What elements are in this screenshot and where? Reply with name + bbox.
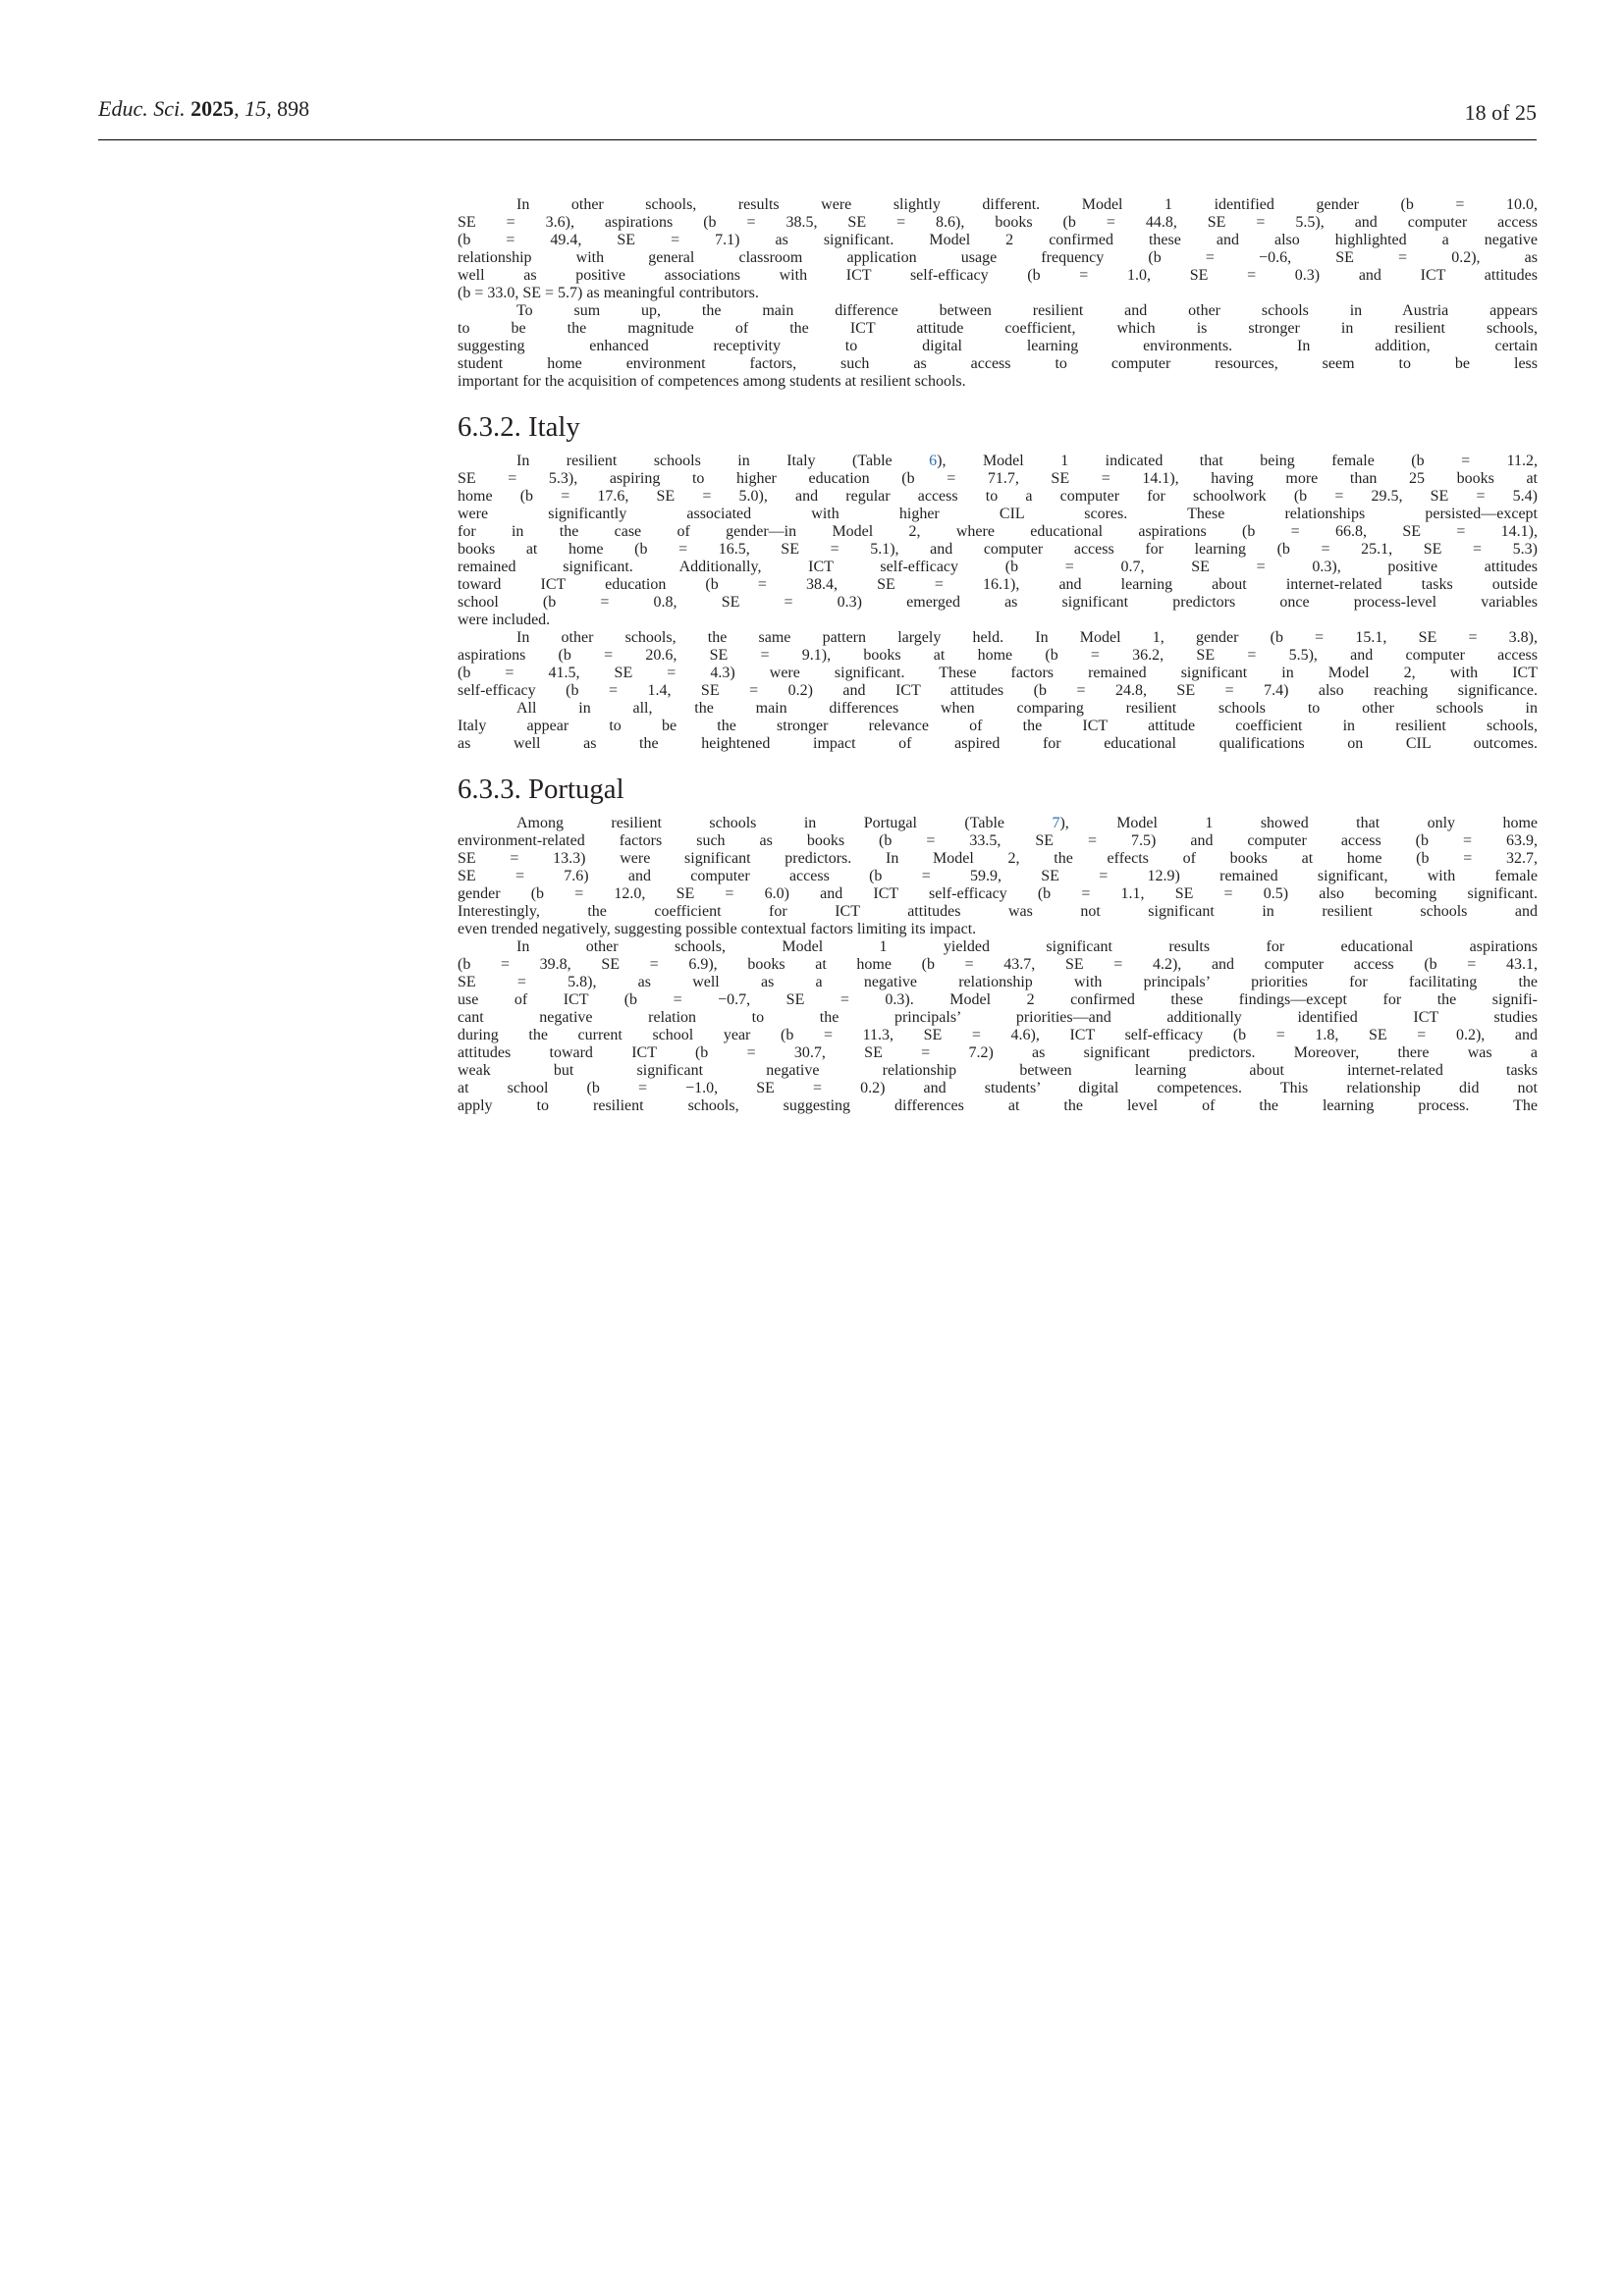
text-line: as well as the heightened impact of aspired for educational qualifications on CIL outcomes. <box>458 735 1538 753</box>
text-line: suggesting enhanced receptivity to digital learning environments. In addition, certain <box>458 338 1538 354</box>
text-line: were included. <box>458 612 551 629</box>
text-line: (b = 33.0, SE = 5.7) as meaningful contributors. <box>458 285 759 301</box>
text-line: gender (b = 12.0, SE = 6.0) and ICT self-efficacy (b = 1.1, SE = 0.5) also becoming significant. <box>458 885 1538 903</box>
text-line: aspirations (b = 20.6, SE = 9.1), books at home (b = 36.2, SE = 5.5), and computer access <box>458 647 1538 665</box>
text-line: remained significant. Additionally, ICT self-efficacy (b = 0.7, SE = 0.3), positive attitudes <box>458 559 1538 576</box>
paragraph-austria-other <box>458 196 1538 302</box>
text-segment: ), Model 1 showed that only home <box>1059 815 1539 832</box>
text-line: (b = 41.5, SE = 4.3) were significant. These factors remained significant in Model 2, with ICT <box>458 665 1538 682</box>
paragraph-italy-summary <box>458 700 1538 753</box>
paragraph-portugal-other <box>458 938 1538 1115</box>
text-line: relationship with general classroom application usage frequency (b = −0.6, SE = 0.2), as <box>458 249 1538 266</box>
paragraph-austria-summary <box>458 302 1538 391</box>
text-line: home (b = 17.6, SE = 5.0), and regular access to a computer for schoolwork (b = 29.5, SE = 5.4) <box>458 488 1538 506</box>
text-line: at school (b = −1.0, SE = 0.2) and students’ digital competences. This relationship did not <box>458 1080 1538 1097</box>
paragraph-italy-other <box>458 629 1538 700</box>
text-line: during the current school year (b = 11.3, SE = 4.6), ICT self-efficacy (b = 1.8, SE = 0.2), and <box>458 1027 1538 1044</box>
subsection-heading-portugal: 6.3.3. Portugal <box>458 774 624 806</box>
text-line: attitudes toward ICT (b = 30.7, SE = 7.2) as significant predictors. Moreover, there was a <box>458 1044 1538 1062</box>
text-line: (b = 49.4, SE = 7.1) as significant. Model 2 confirmed these and also highlighted a negative <box>458 232 1538 248</box>
text-line: well as positive associations with ICT self-efficacy (b = 1.0, SE = 0.3) and ICT attitudes <box>458 267 1538 284</box>
text-line: student home environment factors, such as access to computer resources, seem to be less <box>458 355 1538 372</box>
journal-volume: 15 <box>244 96 267 121</box>
table-6-link[interactable]: 6 <box>929 453 938 470</box>
text-line <box>458 453 1538 470</box>
text-segment: In resilient schools in Italy (Table <box>516 453 930 470</box>
text-line: apply to resilient schools, suggesting differences at the level of the learning process. The <box>458 1097 1538 1115</box>
paragraph-italy-resilient <box>458 453 1538 629</box>
text-line: Interestingly, the coefficient for ICT attitudes was not significant in resilient schools and <box>458 903 1538 921</box>
text-line: school (b = 0.8, SE = 0.3) emerged as significant predictors once process-level variables <box>458 594 1538 612</box>
text-line: SE = 5.3), aspiring to higher education (b = 71.7, SE = 14.1), having more than 25 books at <box>458 470 1538 488</box>
text-line: to be the magnitude of the ICT attitude coefficient, which is stronger in resilient schools, <box>458 320 1538 337</box>
text-line: weak but significant negative relationship between learning about internet-related tasks <box>458 1062 1538 1080</box>
text-line: environment-related factors such as books (b = 33.5, SE = 7.5) and computer access (b = 63.9, <box>458 832 1538 850</box>
text-line: books at home (b = 16.5, SE = 5.1), and computer access for learning (b = 25.1, SE = 5.3) <box>458 541 1538 559</box>
subsection-heading-italy: 6.3.2. Italy <box>458 411 580 443</box>
text-line: self-efficacy (b = 1.4, SE = 0.2) and ICT attitudes (b = 24.8, SE = 7.4) also reaching significance. <box>458 682 1538 700</box>
text-line: All in all, the main differences when comparing resilient schools to other schools in <box>516 700 1538 718</box>
running-header <box>98 90 1537 140</box>
text-line: important for the acquisition of competences among students at resilient schools. <box>458 373 966 390</box>
journal-name: Educ. Sci. <box>98 96 186 121</box>
text-line: cant negative relation to the principals’ priorities—and additionally identified ICT studies <box>458 1009 1538 1027</box>
text-line: use of ICT (b = −0.7, SE = 0.3). Model 2 confirmed these findings—except for the signifi- <box>458 991 1538 1009</box>
table-7-link[interactable]: 7 <box>1052 815 1060 832</box>
text-segment: Among resilient schools in Portugal (Table <box>516 815 1053 832</box>
body-text <box>458 196 1538 1115</box>
journal-year: 2025 <box>190 96 235 121</box>
text-line: (b = 39.8, SE = 6.9), books at home (b = 43.7, SE = 4.2), and computer access (b = 43.1, <box>458 956 1538 974</box>
text-line: In other schools, results were slightly different. Model 1 identified gender (b = 10.0, <box>516 196 1538 213</box>
page-number: 18 of 25 <box>1464 100 1537 125</box>
text-line: even trended negatively, suggesting possible contextual factors limiting its impact. <box>458 921 977 938</box>
text-line: Italy appear to be the stronger relevance of the ICT attitude coefficient in resilient schools, <box>458 718 1538 735</box>
text-line: SE = 7.6) and computer access (b = 59.9, SE = 12.9) remained significant, with female <box>458 868 1538 885</box>
text-line: SE = 5.8), as well as a negative relationship with principals’ priorities for facilitating the <box>458 974 1538 991</box>
text-line: SE = 13.3) were significant predictors. In Model 2, the effects of books at home (b = 32.7, <box>458 850 1538 868</box>
text-line: SE = 3.6), aspirations (b = 38.5, SE = 8.6), books (b = 44.8, SE = 5.5), and computer access <box>458 214 1538 231</box>
text-line: were significantly associated with higher CIL scores. These relationships persisted—except <box>458 506 1538 523</box>
text-line: To sum up, the main difference between resilient and other schools in Austria appears <box>516 302 1538 319</box>
text-line: for in the case of gender—in Model 2, where educational aspirations (b = 66.8, SE = 14.1), <box>458 523 1538 541</box>
paragraph-portugal-resilient <box>458 815 1538 938</box>
article-number: 898 <box>277 96 310 121</box>
text-segment: ), Model 1 indicated that being female (b = 11.2, <box>937 453 1539 470</box>
text-line: In other schools, the same pattern largely held. In Model 1, gender (b = 15.1, SE = 3.8), <box>516 629 1538 647</box>
text-line <box>458 815 1538 832</box>
text-line: toward ICT education (b = 38.4, SE = 16.1), and learning about internet-related tasks outside <box>458 576 1538 594</box>
text-line: In other schools, Model 1 yielded significant results for educational aspirations <box>516 938 1538 956</box>
journal-citation: Educ. Sci. 2025, 15, 898 <box>98 96 310 121</box>
